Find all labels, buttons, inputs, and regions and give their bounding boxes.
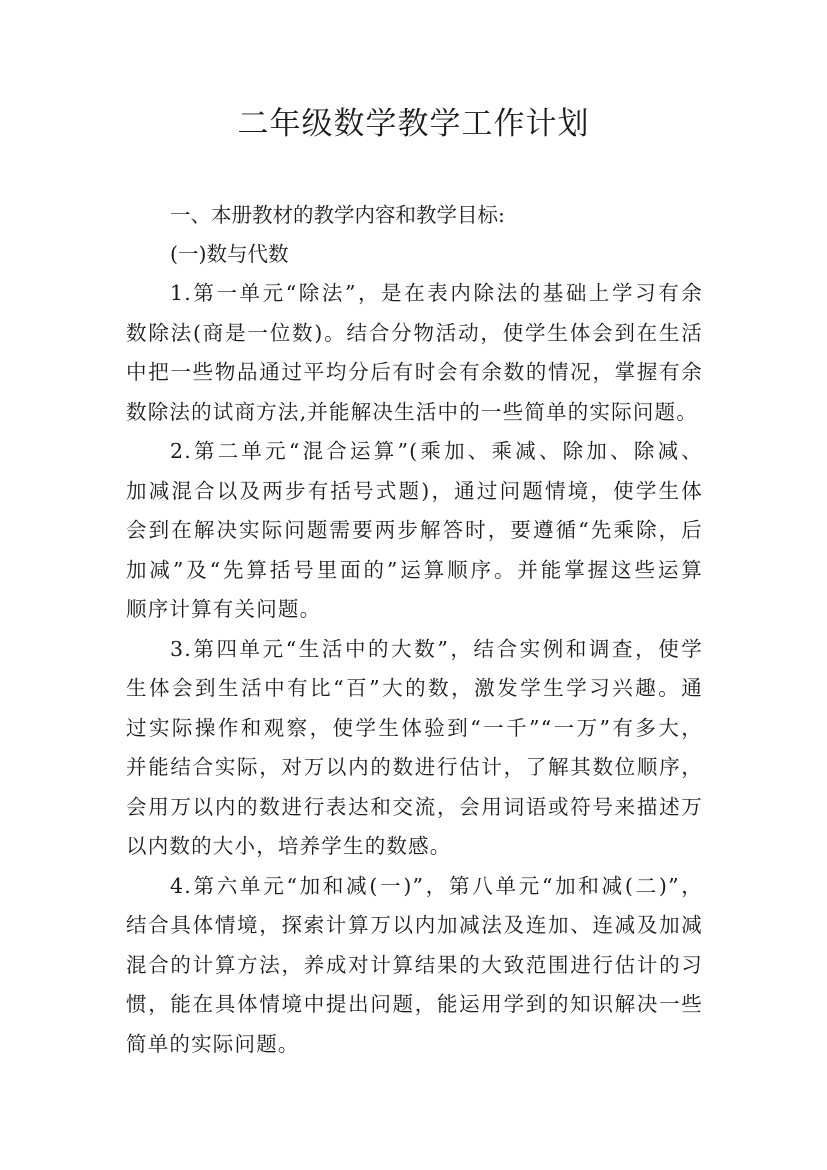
paragraph-line: 会到在解决实际问题需要两步解答时，要遵循“先乘除，后 bbox=[126, 518, 703, 542]
subsection-heading: (一)数与代数 bbox=[170, 242, 289, 266]
paragraph-line: 加减”及“先算括号里面的”运算顺序。并能掌握这些运算 bbox=[126, 557, 703, 582]
paragraph-line: 惯，能在具体情境中提出问题，能运用学到的知识解决一些 bbox=[126, 992, 703, 1016]
paragraph-line: 2.第二单元“混合运算”(乘加、乘减、除加、除减、 bbox=[170, 439, 703, 463]
paragraph-line: 会用万以内的数进行表达和交流，会用词语或符号来描述万 bbox=[126, 794, 703, 819]
paragraph-line: 数除法(商是一位数)。结合分物活动，使学生体会到在生活 bbox=[126, 320, 703, 345]
paragraph-line: 以内数的大小，培养学生的数感。 bbox=[126, 834, 452, 858]
paragraph-line: 中把一些物品通过平均分后有时会有余数的情况，掌握有余 bbox=[126, 360, 703, 384]
paragraph-line: 3.第四单元“生活中的大数”，结合实例和调查，使学 bbox=[170, 636, 703, 661]
paragraph-line: 1.第一单元“除法”，是在表内除法的基础上学习有余 bbox=[170, 281, 703, 305]
paragraph-line: 混合的计算方法，养成对计算结果的大致范围进行估计的习 bbox=[126, 952, 703, 977]
paragraph-line: 加减混合以及两步有括号式题)，通过问题情境，使学生体 bbox=[126, 478, 703, 503]
paragraph-line: 并能结合实际，对万以内的数进行估计，了解其数位顺序， bbox=[126, 755, 703, 779]
paragraph-unit-1 bbox=[126, 274, 703, 432]
paragraph-unit-4 bbox=[126, 630, 703, 867]
paragraph-unit-2 bbox=[126, 432, 703, 630]
document-body bbox=[126, 196, 703, 1064]
paragraph-line: 过实际操作和观察，使学生体验到“一千”“一万”有多大， bbox=[126, 715, 703, 740]
paragraph-line: 4.第六单元“加和减(一)”，第八单元“加和减(二)”， bbox=[170, 873, 703, 898]
paragraph-line: 生体会到生活中有比“百”大的数，激发学生学习兴趣。通 bbox=[126, 676, 703, 700]
paragraph-line: 结合具体情境，探索计算万以内加减法及连加、连减及加减 bbox=[126, 913, 703, 937]
document-title: 二年级数学教学工作计划 bbox=[237, 106, 590, 142]
paragraph-line: 顺序计算有关问题。 bbox=[126, 597, 322, 621]
paragraph-line: 数除法的试商方法,并能解决生活中的一些简单的实际问题。 bbox=[126, 399, 698, 424]
section-heading: 一、本册教材的教学内容和教学目标: bbox=[170, 203, 505, 227]
paragraph-line: 简单的实际问题。 bbox=[126, 1031, 300, 1056]
paragraph-unit-6-8 bbox=[126, 867, 703, 1065]
